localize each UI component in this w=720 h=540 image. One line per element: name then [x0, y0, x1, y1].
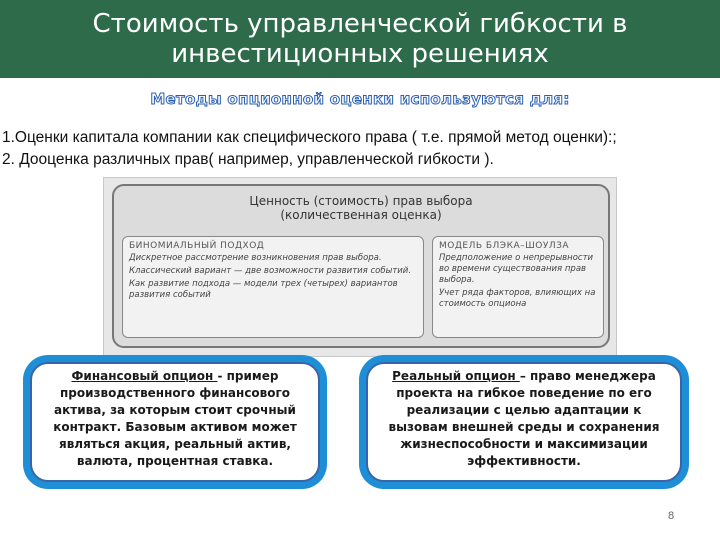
list-item: 2. Дооценка различных прав( например, управленческой гибкости ).	[2, 151, 494, 168]
black-scholes-paragraph: Предположение о непрерывности во времени существования прав выбора.	[439, 253, 594, 285]
binomial-paragraph: Классический вариант — две возможности развития событий.	[129, 266, 412, 276]
real-option-definition: – право менеджера проекта на гибкое поведение по его реализации с целью адаптации к вызовам внешней среды и сохранения жизнеспособности и максимизации эффективности.	[388, 369, 660, 468]
diagram-title-line1: Ценность (стоимость) прав выбора	[249, 194, 473, 208]
slide-subtitle: Методы опционной оценки используются для:	[150, 90, 570, 108]
black-scholes-box	[432, 236, 604, 338]
binomial-paragraph: Дискретное рассмотрение возникновения прав выбора.	[129, 253, 382, 263]
title-banner	[0, 0, 720, 78]
binomial-approach-heading: БИНОМИАЛЬНЫЙ ПОДХОД	[129, 241, 265, 251]
black-scholes-paragraph: Учет ряда факторов, влияющих на стоимость опциона	[439, 288, 596, 309]
slide-title-line2: инвестиционных решениях	[171, 39, 549, 69]
page-number: 8	[668, 510, 675, 522]
slide-title-line1: Стоимость управленческой гибкости в	[92, 9, 628, 39]
financial-option-definition: - пример производственного финансового актива, за которым стоит срочный контракт. Базовым активом может являться акция, реальный актив, валюта, процентная ставка.	[53, 369, 297, 468]
diagram-title	[114, 194, 608, 222]
black-scholes-text	[433, 253, 603, 310]
real-option-term: Реальный опцион	[392, 369, 520, 383]
binomial-approach-box	[122, 236, 424, 338]
diagram-frame	[112, 184, 610, 348]
binomial-paragraph: Как развитие подхода — модели трех (четырех) вариантов развития событий	[129, 279, 398, 300]
real-option-callout	[366, 362, 682, 482]
financial-option-term: Финансовый опцион	[71, 369, 218, 383]
binomial-approach-text	[123, 253, 423, 301]
financial-option-callout	[30, 362, 320, 482]
diagram-title-line2: (количественная оценка)	[280, 208, 442, 222]
black-scholes-heading: МОДЕЛЬ БЛЭКА–ШОУЛЗА	[439, 241, 570, 251]
list-item: 1.Оценки капитала компании как специфического права ( т.е. прямой метод оценки):;	[2, 129, 617, 146]
scanned-diagram	[103, 177, 617, 357]
